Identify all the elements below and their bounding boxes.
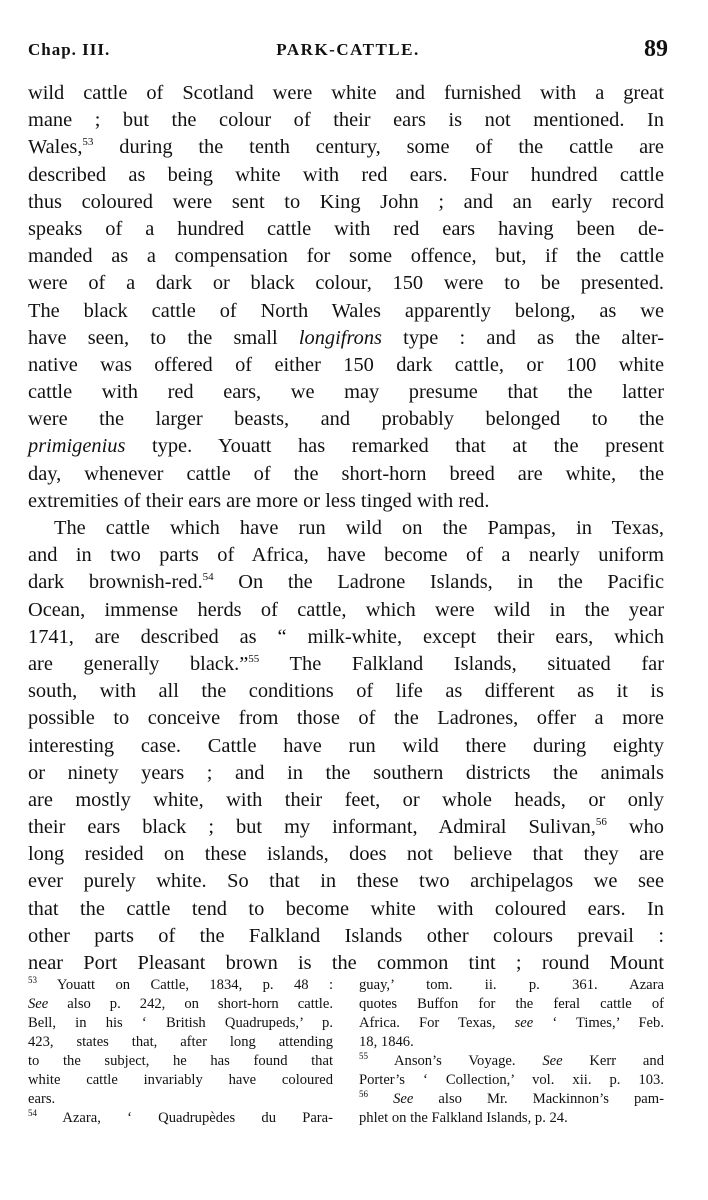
text-line: have seen, to the small longifrons type : and as the alter- [28, 326, 664, 349]
text-line: day, whenever cattle of the short-horn breed are white, the [28, 462, 664, 485]
text-line: described as being white with red ears. Four hundred cattle [28, 163, 664, 186]
text-line: were of a dark or black colour, 150 were to be presented. [28, 272, 664, 295]
italic-term: longifrons [298, 326, 382, 349]
footnote-line: ears. [28, 1091, 56, 1107]
footnote-line: Porter’s ‘ Collection,’ vol. xii. p. 103. [359, 1072, 664, 1088]
text-line: extremities of their ears are more or less tinged with red. [28, 489, 490, 512]
footnote-line: $^{54}$ Azara, ‘ Quadrupèdes du Para- [28, 1108, 333, 1126]
text-line: long resided on these islands, does not believe that they are [28, 843, 664, 866]
italic-term: see [514, 1015, 534, 1031]
text-line: The black cattle of North Wales apparently belong, as we [28, 299, 664, 322]
text-line: manded as a compensation for some offence, but, if the cattle [28, 245, 664, 268]
footnote-line: $^{55}$ Anson’s Voyage. See Kerr and [359, 1051, 664, 1069]
footnote-line: guay,’ tom. ii. p. 361. Azara [359, 977, 664, 993]
footnote-line: $^{53}$ Youatt on Cattle, 1834, p. 48 : [28, 975, 333, 993]
footnote-marker: 54 [202, 571, 214, 584]
footnote-marker: 55 [359, 1051, 368, 1061]
footnote-line: white cattle invariably have coloured [28, 1072, 333, 1088]
footnotes-right-column [359, 976, 664, 1128]
footnote-line: Africa. For Texas, see ‘ Times,’ Feb. [359, 1015, 664, 1031]
text-line: wild cattle of Scotland were white and furnished with a great [28, 82, 664, 104]
footnotes-left-column [28, 976, 333, 1128]
text-line: The cattle which have run wild on the Pampas, in Texas, [54, 517, 664, 539]
footnote-line: phlet on the Falkland Islands, p. 24. [359, 1110, 568, 1126]
text-line: near Port Pleasant brown is the common tint ; round Mount [28, 952, 664, 974]
page-number: 89 [644, 36, 668, 62]
text-line: 1741, are described as “ milk-white, except their ears, which [28, 625, 664, 648]
footnotes [28, 976, 664, 1156]
footnote-marker: 54 [28, 1108, 37, 1118]
running-title: PARK-CATTLE. [276, 40, 420, 59]
footnote-line: 18, 1846. [359, 1034, 414, 1050]
footnote-marker: 53 [82, 136, 94, 149]
running-header [28, 36, 668, 66]
italic-term: See [542, 1053, 563, 1069]
footnote-marker: 56 [359, 1089, 368, 1099]
body-text [28, 80, 664, 977]
text-line: ever purely white. So that in these two archipelagos we see [28, 870, 664, 893]
italic-term: See [393, 1091, 414, 1107]
text-line: are generally black.”$^{55}$ The Falkland Islands, situated far [28, 652, 664, 675]
footnote-marker: 56 [595, 816, 607, 829]
text-line: primigenius type. Youatt has remarked that at the present [28, 435, 664, 458]
italic-term: primigenius [28, 435, 126, 458]
footnote-line: Bell, in his ‘ British Quadrupeds,’ p. [28, 1015, 333, 1031]
text-line: mane ; but the colour of their ears is not mentioned. In [28, 109, 664, 132]
text-line: and in two parts of Africa, have become of a nearly uniform [28, 544, 664, 567]
text-line: Wales,$^{53}$ during the tenth century, some of the cattle are [28, 136, 664, 159]
footnote-line: See also p. 242, on short-horn cattle. [28, 996, 333, 1012]
italic-term: See [28, 996, 49, 1012]
text-line: dark brownish-red.$^{54}$ On the Ladrone Islands, in the Pacific [28, 571, 664, 594]
text-line: speaks of a hundred cattle with red ears having been de- [28, 217, 664, 240]
text-line: are mostly white, with their feet, or whole heads, or only [28, 788, 664, 811]
text-line: Ocean, immense herds of cattle, which were wild in the year [28, 598, 664, 621]
footnote-marker: 53 [28, 975, 37, 985]
text-line: were the larger beasts, and probably belonged to the [28, 408, 664, 431]
footnote-line: 423, states that, after long attending [28, 1034, 333, 1050]
footnote-line: quotes Buffon for the feral cattle of [359, 996, 664, 1012]
text-line: cattle with red ears, we may presume that the latter [28, 381, 664, 404]
chapter-label: Chap. III. [28, 40, 111, 59]
text-line: or ninety years ; and in the southern districts the animals [28, 761, 664, 784]
footnote-line: to the subject, he has found that [28, 1053, 333, 1069]
text-line: native was offered of either 150 dark cattle, or 100 white [28, 353, 664, 376]
text-line: their ears black ; but my informant, Admiral Sulivan,$^{56}$ who [28, 816, 664, 839]
text-line: that the cattle tend to become white with coloured ears. In [28, 897, 664, 920]
text-line: interesting case. Cattle have run wild there during eighty [28, 734, 664, 757]
footnote-line: $^{56}$ See also Mr. Mackinnon’s pam- [359, 1089, 664, 1107]
text-line: possible to conceive from those of the Ladrones, offer a more [28, 707, 664, 730]
text-line: south, with all the conditions of life as different as it is [28, 680, 664, 703]
text-line: thus coloured were sent to King John ; and an early record [28, 190, 664, 213]
text-line: other parts of the Falkland Islands other colours prevail : [28, 924, 664, 947]
footnote-marker: 55 [248, 652, 260, 665]
